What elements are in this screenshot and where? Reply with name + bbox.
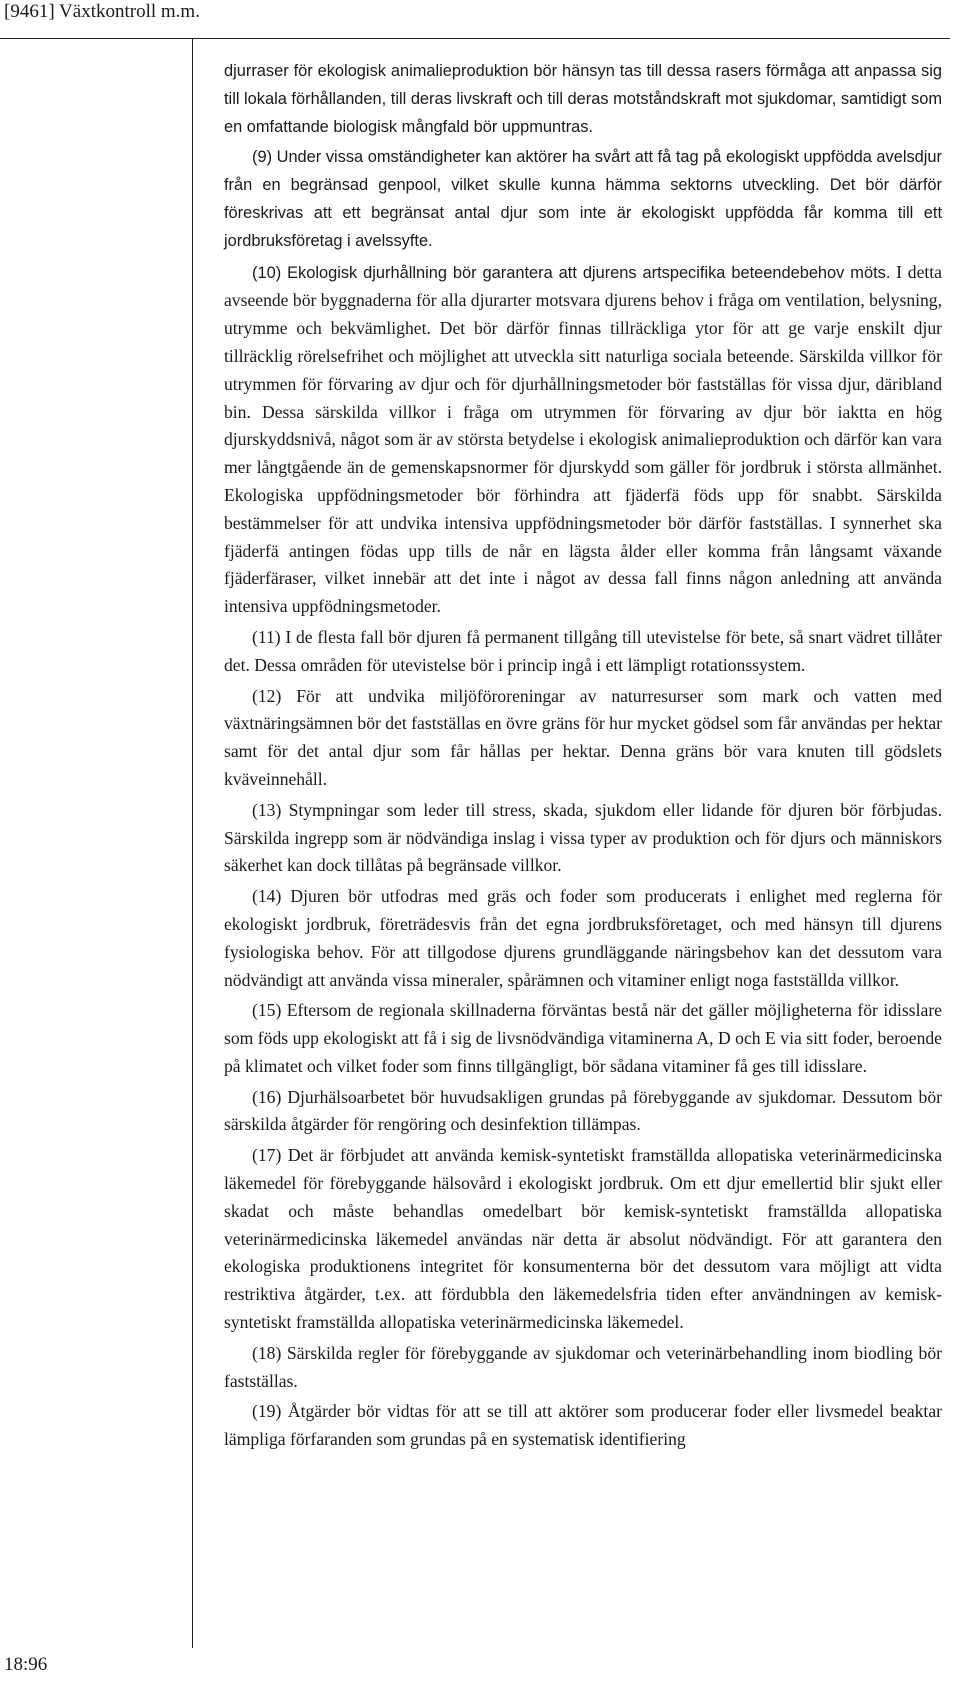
paragraph-text: (11) I de flesta fall bör djuren få permanent tillgång till utevistelse för bete, så snart vädret tillåter det. Dessa områden för utevistelse bör i princip ingå i ett lämpligt rotationssystem. (224, 626, 942, 675)
paragraph-text: (16) Djurhälsoarbetet bör huvudsakligen grundas på förebyggande av sjukdomar. Dessutom bör särskilda åtgärder för rengöring och desinfektion tillämpas. (224, 1086, 942, 1135)
paragraph-17 (224, 1142, 942, 1337)
paragraph-text: (12) För att undvika miljöföroreningar av naturresurser som mark och vatten med växtnäringsämnen bör det fastställas en övre gräns för hur mycket gödsel som får användas per hektar samt för det antal djur som får hållas per hektar. Denna gräns bör vara knuten till gödslets kväveinnehåll. (224, 685, 942, 789)
paragraph-text: (19) Åtgärder bör vidtas för att se till att aktörer som producerar foder eller livsmedel beaktar lämpliga förfaranden som grundas på en systematisk identifiering (224, 1401, 942, 1450)
paragraph-16 (224, 1084, 942, 1140)
document-body (224, 58, 942, 1457)
paragraph-text: (15) Eftersom de regionala skillnaderna förväntas bestå när det gäller möjligheterna för idisslare som föds upp ekologiskt att få i sig de livsnödvändiga vitaminerna A, D och E via sitt foder, beroende på klimatet och vilket foder som finns tillgängligt, bör sådana vitaminer få ges till idisslare. (224, 1000, 942, 1076)
page-number: 18:96 (4, 1654, 48, 1675)
paragraph-15 (224, 997, 942, 1080)
paragraph-text: djurraser för ekologisk animalieproduktion bör hänsyn tas till dessa rasers förmåga att anpassa sig till lokala förhållanden, till deras livskraft och till deras motståndskraft mot sjukdomar, samtidigt som en omfattande biologisk mångfald bör uppmuntras. (224, 62, 942, 136)
paragraph-14 (224, 883, 942, 994)
paragraph-13 (224, 797, 942, 880)
paragraph-text: (17) Det är förbjudet att använda kemisk-syntetiskt framställda allopatiska veterinärmedicinska läkemedel för förebyggande hälsovård i ekologiskt jordbruk. Om ett djur emellertid blir sjukt eller skadat och måste behandlas omedelbart bör kemisk-syntetiskt framställda allopatiska veterinärmedicinska läkemedel användas när detta är absolut nödvändigt. För att garantera den ekologiska produktionens integritet för konsumenterna bör det dessutom vara möjligt att vidta restriktiva åtgärder, t.ex. att fördubbla den läkemedelsfria tiden efter användningen av kemisk-syntetiskt framställda allopatiska veterinärmedicinska läkemedel. (224, 1145, 942, 1333)
paragraph-11 (224, 624, 942, 680)
paragraph-text: I detta avseende bör byggnaderna för alla djurarter motsvara djurens behov i fråga om ventilation, belysning, utrymme och bekvämlighet. Det bör därför finnas tillräckliga ytor för att ge varje enskilt djur tillräcklig rörelsefrihet och möjlighet att utveckla sitt naturliga sociala beteende. Särskilda villkor för utrymmen för förvaring av djur och för djurhållningsmetoder bör fastställas för vissa djur, däribland bin. Dessa särskilda villkor i fråga om utrymmen för förvaring av djur bör iaktta en hög djurskyddsnivå, något som är av största betydelse i ekologisk animalieproduktion och därför kan vara mer långtgående än de gemenskapsnormer för djurskydd som gäller för jordbruk i största allmänhet. Ekologiska uppfödningsmetoder bör förhindra att fjäderfä föds upp för snabbt. Särskilda bestämmelser för att undvika intensiva uppfödningsmetoder bör därför fastställas. I synnerhet ska fjäderfä antingen födas upp tills de når en lägsta ålder eller komma från långsamt växande fjäderfäraser, vilket innebär att det inte i något av dessa fall finns någon anledning att använda intensiva uppfödningsmetoder. (224, 261, 942, 617)
paragraph-12 (224, 683, 942, 794)
paragraph-continuation (224, 58, 942, 141)
paragraph-10 (224, 259, 942, 621)
paragraph-19 (224, 1398, 942, 1454)
paragraph-text: (9) Under vissa omständigheter kan aktörer ha svårt att få tag på ekologiskt uppfödda avelsdjur från en begränsad genpool, vilket skulle kunna hämma sektorns utveckling. Det bör därför föreskrivas att ett begränsat antal djur som inte är ekologiskt uppfödda får komma till ett jordbruksföretag i avelssyfte. (224, 148, 942, 250)
header-rule (0, 38, 950, 39)
margin-rule (192, 38, 193, 1648)
paragraph-text-lead: (10) Ekologisk djurhållning bör garantera att djurens artspecifika beteendebehov möts. (252, 263, 891, 282)
paragraph-18 (224, 1340, 942, 1396)
paragraph-text: (14) Djuren bör utfodras med gräs och foder som producerats i enlighet med reglerna för ekologiskt jordbruk, företrädesvis från det egna jordbruksföretaget, och med hänsyn till djurens fysiologiska behov. För att tillgodose djurens grundläggande näringsbehov kan det dessutom vara nödvändigt att använda vissa mineraler, spårämnen och vitaminer enligt noga fastställda villkor. (224, 886, 942, 990)
page-header-title: [9461] Växtkontroll m.m. (4, 1, 200, 22)
paragraph-9 (224, 144, 942, 255)
paragraph-text: (13) Stympningar som leder till stress, skada, sjukdom eller lidande för djuren bör förbjudas. Särskilda ingrepp som är nödvändiga inslag i vissa typer av produktion och för djurs och människors säkerhet kan dock tillåtas på begränsade villkor. (224, 799, 942, 876)
paragraph-text: (18) Särskilda regler för förebyggande av sjukdomar och veterinärbehandling inom biodling bör fastställas. (224, 1342, 942, 1391)
